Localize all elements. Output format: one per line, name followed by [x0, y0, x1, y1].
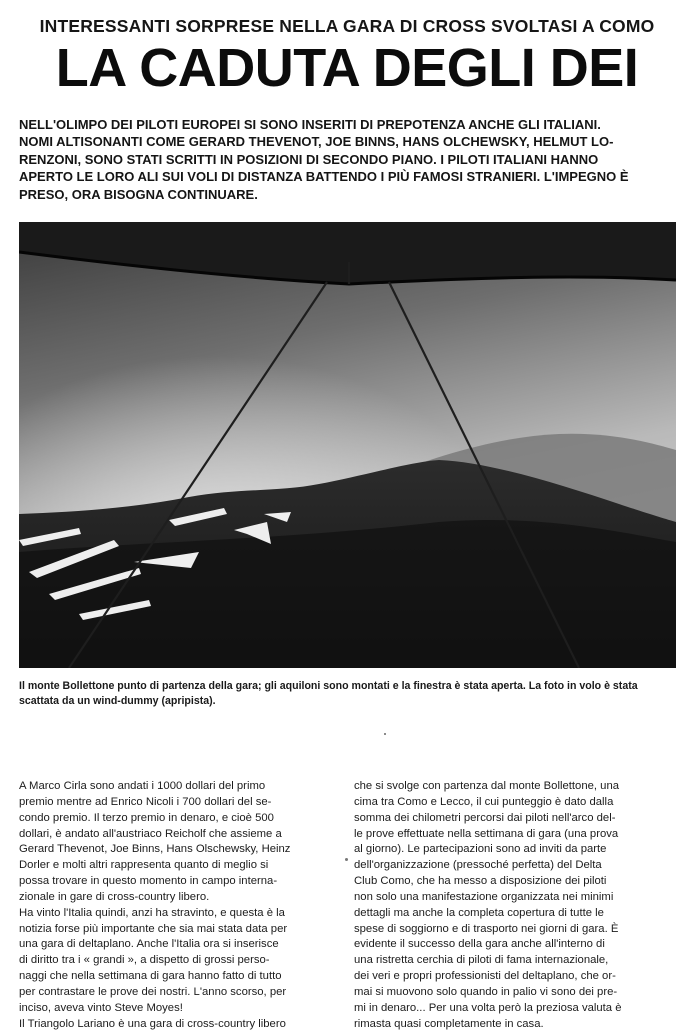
body-line: mai si muovono solo quando in palio vi sono dei pre- — [354, 985, 618, 998]
body-line: condo premio. Il terzo premio in denaro, e cioè 500 — [19, 811, 274, 824]
body-line: zionale in gare di cross-country libero. — [19, 890, 210, 903]
body-line: premio mentre ad Enrico Nicoli i 700 dollari del se- — [19, 795, 272, 808]
lead-line: RENZONI, SONO STATI SCRITTI IN POSIZIONI DI SECONDO PIANO. I PILOTI ITALIANI HANNO — [19, 151, 599, 167]
article-lead — [19, 116, 678, 203]
body-column-right — [354, 779, 684, 1033]
body-column-left — [19, 779, 339, 1033]
lead-line: NOMI ALTISONANTI COME GERARD THEVENOT, JOE BINNS, HANS OLCHEWSKY, HELMUT LO- — [19, 134, 614, 150]
article-kicker: INTERESSANTI SORPRESE NELLA GARA DI CROSS SVOLTASI A COMO — [39, 16, 655, 36]
print-speck — [384, 733, 386, 735]
body-line: spese di soggiorno e di trasporto nei giorni di gara. È — [354, 922, 619, 935]
caption-line: Il monte Bollettone punto di partenza della gara; gli aquiloni sono montati e la finestra è stata aperta. La foto in volo è stata — [19, 680, 638, 692]
lead-line: PRESO, ORA BISOGNA CONTINUARE. — [19, 186, 258, 202]
body-line: inciso, aveva vinto Steve Moyes! — [19, 1001, 183, 1014]
body-line: Il Triangolo Lariano è una gara di cross-country libero — [19, 1017, 286, 1030]
body-line: Dorler e molti altri rappresenta quanto di meglio si — [19, 859, 269, 872]
caption-line: scattata da un wind-dummy (apripista). — [19, 695, 216, 707]
body-line: dollari, è andato all'austriaco Reicholf che assieme a — [19, 827, 282, 840]
body-line: di diritto tra i « grandi », a dispetto di grossi perso- — [19, 954, 270, 967]
body-line: dei veri e propri professionisti del deltaplano, che or- — [354, 970, 616, 983]
body-line: dettagli ma anche la completa copertura di tutte le — [354, 906, 604, 919]
body-line: possa trovare in questo momento in campo interna- — [19, 875, 278, 888]
print-speck — [345, 858, 348, 861]
body-line: per contrastare le prove dei nostri. L'anno scorso, per — [19, 985, 287, 998]
article-headline: LA CADUTA DEGLI DEI — [55, 38, 639, 98]
lead-line: NELL'OLIMPO DEI PILOTI EUROPEI SI SONO INSERITI DI PREPOTENZA ANCHE GLI ITALIANI. — [19, 117, 601, 132]
body-line: evidente il successo della gara anche all'interno di — [354, 938, 605, 951]
body-line: A Marco Cirla sono andati i 1000 dollari del primo — [19, 780, 266, 792]
body-line: al giorno). Le partecipazioni sono ad inviti da parte — [354, 843, 607, 856]
body-line: mi in denaro... Per una volta però la preziosa valuta è — [354, 1001, 622, 1014]
body-line: una gara di deltaplano. Anche l'Italia ora si inserisce — [19, 938, 279, 951]
body-line: cima tra Como e Lecco, il cui punteggio è dato dalla — [354, 795, 614, 808]
hang-glider-photo — [19, 222, 676, 668]
body-line: notizia forse più importante che sia mai stata data per — [19, 922, 288, 935]
body-line: non solo una manifestazione organizzata nei minimi — [354, 890, 614, 903]
body-line: una ristretta cerchia di piloti di fama internazionale, — [354, 954, 609, 967]
body-line: dell'organizzazione (pressoché perfetta) del Delta — [354, 859, 602, 872]
body-line: che si svolge con partenza dal monte Bollettone, una — [354, 780, 620, 792]
body-line: rimasta quasi completamente in casa. — [354, 1017, 544, 1030]
body-line: le prove effettuate nella settimana di gara (una prova — [354, 827, 619, 840]
body-line: Gerard Thevenot, Joe Binns, Hans Olschewsky, Heinz — [19, 843, 291, 856]
body-line: naggi che nella settimana di gara hanno fatto di tutto — [19, 970, 282, 983]
lead-line: APERTO LE LORO ALI SUI VOLI DI DISTANZA BATTENDO I PIÙ FAMOSI STRANIERI. L'IMPEGNO È — [19, 169, 629, 185]
body-line: somma dei chilometri percorsi dai piloti nell'arco del- — [354, 811, 616, 824]
body-line: Ha vinto l'Italia quindi, anzi ha stravinto, e questa è la — [19, 906, 285, 919]
photo-caption — [19, 679, 684, 709]
body-line: Club Como, che ha messo a disposizione dei piloti — [354, 875, 607, 888]
